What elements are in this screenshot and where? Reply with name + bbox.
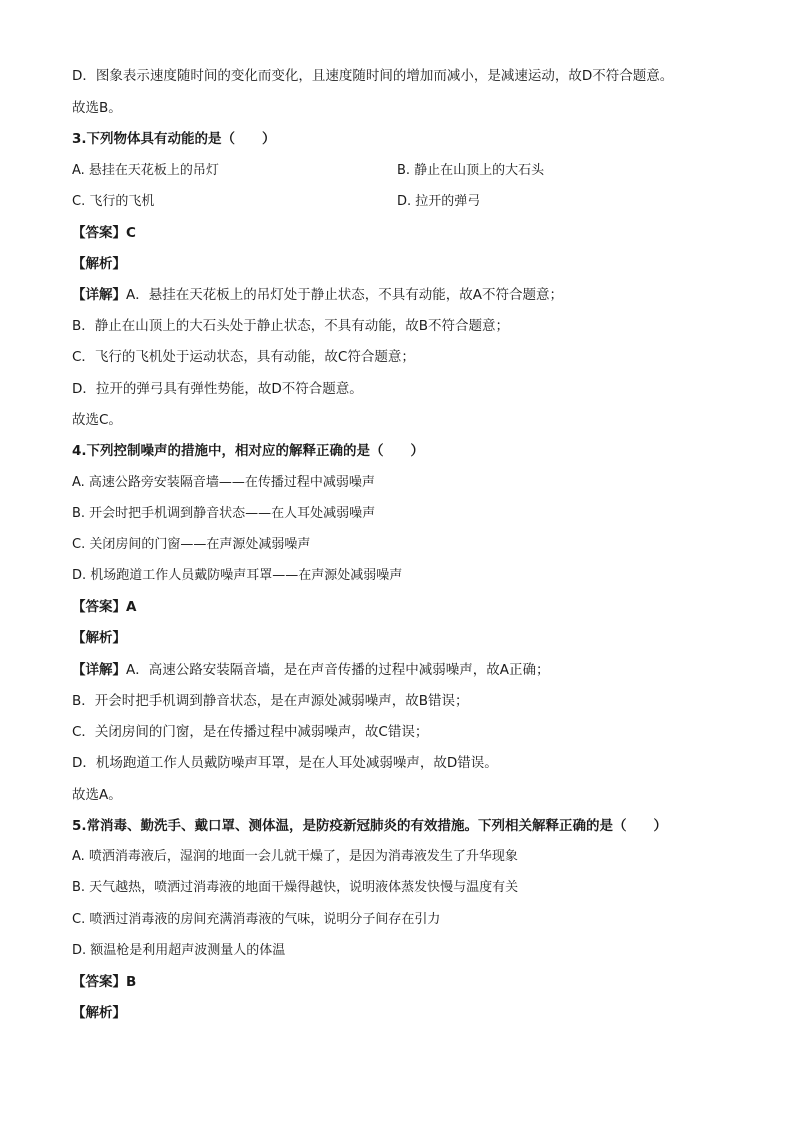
answer-tag: 【答案】 xyxy=(72,974,126,990)
q4-option-c: C. 关闭房间的门窗——在声源处减弱噪声 xyxy=(72,537,311,552)
q3-answer xyxy=(72,223,136,243)
detail-tag: 【详解】 xyxy=(72,662,126,678)
q3-detail-d: D．拉开的弹弓具有弹性势能，故D不符合题意。 xyxy=(72,381,363,397)
q5-option-b: B. 天气越热，喷洒过消毒液的地面干燥得越快，说明液体蒸发快慢与温度有关 xyxy=(72,880,519,895)
q2-explain-d: D．图象表示速度随时间的变化而变化，且速度随时间的增加而减小，是减速运动，故D不符合题意。 xyxy=(72,68,674,84)
q4-stem: 4.下列控制噪声的措施中，相对应的解释正确的是（ ） xyxy=(72,443,425,459)
answer-value: A xyxy=(126,599,137,615)
q3-stem: 3.下列物体具有动能的是（ ） xyxy=(72,131,276,147)
q4-detail-c: C．关闭房间的门窗，是在传播过程中减弱噪声，故C错误； xyxy=(72,724,429,740)
q3-detail-a xyxy=(72,285,563,305)
q4-detail-d: D．机场跑道工作人员戴防噪声耳罩，是在人耳处减弱噪声，故D错误。 xyxy=(72,755,498,771)
q5-answer xyxy=(72,972,136,992)
answer-value: C xyxy=(126,225,136,241)
q5-stem: 5.常消毒、勤洗手、戴口罩、测体温，是防疫新冠肺炎的有效措施。下列相关解释正确的是（ ） xyxy=(72,818,668,834)
q4-option-b: B. 开会时把手机调到静音状态——在人耳处减弱噪声 xyxy=(72,506,376,521)
q4-analysis-tag: 【解析】 xyxy=(72,630,126,646)
q3-option-a: A. 悬挂在天花板上的吊灯 xyxy=(72,163,219,178)
q3-option-d: D. 拉开的弹弓 xyxy=(397,194,481,209)
answer-tag: 【答案】 xyxy=(72,599,126,615)
answer-tag: 【答案】 xyxy=(72,225,126,241)
q5-analysis-tag: 【解析】 xyxy=(72,1005,126,1021)
q4-option-d: D. 机场跑道工作人员戴防噪声耳罩——在声源处减弱噪声 xyxy=(72,568,403,583)
q4-choose: 故选A。 xyxy=(72,787,122,803)
detail-text: A．高速公路安装隔音墙，是在声音传播的过程中减弱噪声，故A正确； xyxy=(126,662,550,678)
detail-text: A．悬挂在天花板上的吊灯处于静止状态，不具有动能，故A不符合题意； xyxy=(126,287,563,303)
q4-detail-b: B．开会时把手机调到静音状态，是在声源处减弱噪声，故B错误； xyxy=(72,693,469,709)
q4-answer xyxy=(72,597,136,617)
q3-detail-b: B．静止在山顶上的大石头处于静止状态，不具有动能，故B不符合题意； xyxy=(72,318,510,334)
q5-option-c: C. 喷洒过消毒液的房间充满消毒液的气味，说明分子间存在引力 xyxy=(72,912,441,927)
q3-choose: 故选C。 xyxy=(72,412,122,428)
q3-analysis-tag: 【解析】 xyxy=(72,256,126,272)
answer-value: B xyxy=(126,974,137,990)
q4-detail-a xyxy=(72,660,549,680)
q4-option-a: A. 高速公路旁安装隔音墙——在传播过程中减弱噪声 xyxy=(72,475,375,490)
q3-detail-c: C．飞行的飞机处于运动状态，具有动能，故C符合题意； xyxy=(72,349,415,365)
q5-option-d: D. 额温枪是利用超声波测量人的体温 xyxy=(72,943,286,958)
q3-option-b: B. 静止在山顶上的大石头 xyxy=(397,163,545,178)
detail-tag: 【详解】 xyxy=(72,287,126,303)
q5-option-a: A. 喷洒消毒液后，湿润的地面一会儿就干燥了，是因为消毒液发生了升华现象 xyxy=(72,849,518,864)
q3-option-c: C. 飞行的飞机 xyxy=(72,194,155,209)
q2-choose: 故选B。 xyxy=(72,100,122,116)
